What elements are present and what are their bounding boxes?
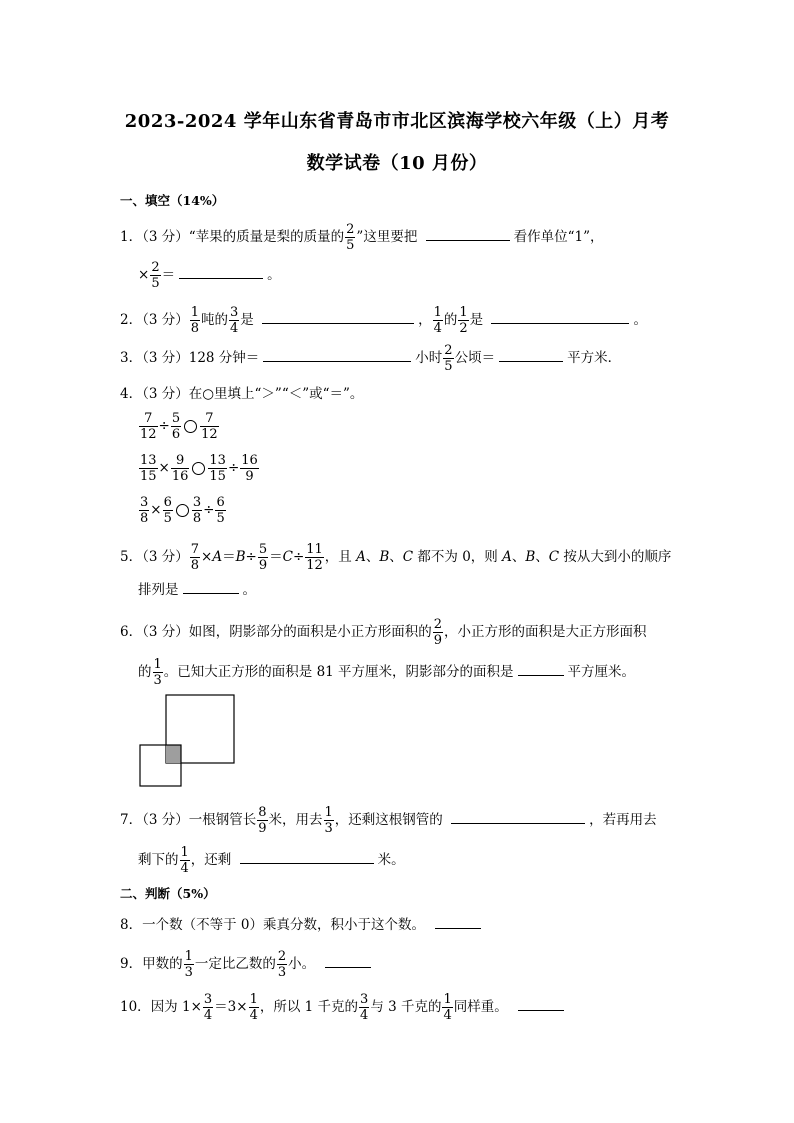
answer-blank[interactable] — [263, 347, 411, 362]
fraction: $\frac{6}{5}$ — [216, 495, 225, 526]
exam-title-line1: 2023-2024 学年山东省青岛市市北区滨海学校六年级（上）月考 — [124, 111, 670, 132]
q1-text: “苹果的质量是梨的质量的 — [188, 229, 345, 245]
var-c: C — [282, 549, 293, 565]
question-7: 7．（3 分）一根钢管长 $\frac{8}{9}$ 米，用去 $\frac{1}{3}$ ，还剩这根钢管的 ，若再用去 — [120, 805, 657, 836]
answer-blank[interactable] — [426, 226, 510, 241]
fraction: $\frac{3}{8}$ — [192, 495, 202, 526]
fraction: $\frac{7}{12}$ — [140, 411, 157, 442]
shaded-region — [166, 745, 181, 763]
fraction: $\frac{1}{3}$ — [153, 657, 162, 688]
answer-blank[interactable] — [325, 953, 371, 968]
fraction: $\frac{2}{9}$ — [433, 617, 443, 648]
question-9: 9．甲数的 $\frac{1}{3}$ 一定比乙数的 $\frac{2}{3}$ 小。 — [120, 949, 375, 980]
compare-circle[interactable] — [192, 462, 205, 475]
fraction: $\frac{1}{4}$ — [249, 992, 258, 1023]
fraction: $\frac{2}{5}$ — [346, 222, 355, 253]
answer-blank[interactable] — [499, 347, 563, 362]
answer-blank[interactable] — [491, 309, 629, 324]
answer-blank[interactable] — [262, 309, 414, 324]
compare-circle[interactable] — [176, 504, 189, 517]
section-judge-heading: 二、判断（5%） — [120, 886, 216, 901]
fraction: $\frac{6}{5}$ — [163, 495, 172, 526]
fraction: $\frac{1}{8}$ — [190, 305, 200, 336]
var-b: B — [235, 549, 246, 565]
fraction: $\frac{1}{2}$ — [459, 305, 468, 336]
question-7-line2: 剩下的 $\frac{1}{4}$ ，还剩 米。 — [138, 845, 405, 876]
squares-figure — [138, 693, 238, 788]
compare-row-2: $\frac{13}{15}$ × $\frac{9}{16}$ $\frac{13}{15}$ ÷ $\frac{16}{9}$ — [140, 453, 258, 484]
fraction: $\frac{3}{8}$ — [140, 495, 149, 526]
answer-blank[interactable] — [179, 264, 263, 279]
q1-number: 1．（3 分） — [120, 229, 189, 245]
fraction: $\frac{2}{3}$ — [277, 949, 287, 980]
fraction: $\frac{11}{12}$ — [306, 542, 323, 573]
fraction: $\frac{1}{4}$ — [443, 992, 452, 1023]
question-8: 8．一个数（不等于 0）乘真分数，积小于这个数。 — [120, 914, 485, 936]
fraction: $\frac{2}{5}$ — [151, 260, 160, 291]
compare-row-1: $\frac{7}{12}$ ÷ $\frac{5}{6}$ $\frac{7}{12}$ — [140, 411, 218, 442]
section-fill-in-heading: 一、填空（14%） — [120, 193, 225, 208]
fraction: $\frac{1}{4}$ — [180, 845, 189, 876]
question-5: 5．（3 分） $\frac{7}{8}$ ×A＝B÷ $\frac{5}{9}$ ＝C÷ $\frac{11}{12}$ ，且 A、B、C 都不为 0，则 A、B、C 按从大到小的顺序 — [120, 542, 672, 573]
fraction: $\frac{3}{4}$ — [360, 992, 369, 1023]
fraction: $\frac{16}{9}$ — [241, 453, 258, 484]
answer-blank[interactable] — [518, 661, 564, 676]
question-5-line2: 排列是 。 — [138, 579, 256, 601]
var-a: A — [212, 549, 223, 565]
fraction: $\frac{3}{4}$ — [203, 992, 213, 1023]
answer-blank[interactable] — [183, 579, 239, 594]
answer-blank[interactable] — [451, 809, 585, 824]
fraction: $\frac{9}{16}$ — [171, 453, 189, 484]
fraction: $\frac{13}{15}$ — [140, 453, 157, 484]
answer-blank[interactable] — [518, 996, 564, 1011]
question-4: 4．（3 分）在○里填上“＞”“＜”或“＝”。 — [120, 386, 364, 402]
question-6: 6．（3 分）如图，阴影部分的面积是小正方形面积的 $\frac{2}{9}$ ，小正方形的面积是大正方形面积 — [120, 617, 647, 648]
compare-row-3: $\frac{3}{8}$ × $\frac{6}{5}$ $\frac{3}{8}$ ÷ $\frac{6}{5}$ — [140, 495, 225, 526]
fraction: $\frac{1}{3}$ — [324, 805, 333, 836]
compare-circle[interactable] — [184, 420, 197, 433]
question-2: 2．（3 分） $\frac{1}{8}$ 吨的 $\frac{3}{4}$ 是 ， $\frac{1}{4}$ 的 $\frac{1}{2}$ 是 。 — [120, 305, 647, 336]
exam-title-line2: 数学试卷（10 月份） — [306, 153, 488, 174]
fraction: $\frac{2}{5}$ — [444, 343, 453, 374]
fraction: $\frac{5}{9}$ — [258, 542, 268, 573]
fraction: $\frac{13}{15}$ — [209, 453, 226, 484]
fraction: $\frac{3}{4}$ — [230, 305, 239, 336]
question-1: 1．（3 分）“苹果的质量是梨的质量的 $\frac{2}{5}$ ”这里要把 看作单位“1”， — [120, 222, 604, 253]
fraction: $\frac{8}{9}$ — [258, 805, 267, 836]
fraction: $\frac{1}{3}$ — [184, 949, 193, 980]
fraction: $\frac{5}{6}$ — [171, 411, 181, 442]
answer-blank[interactable] — [240, 849, 374, 864]
question-6-line2: 的 $\frac{1}{3}$ 。已知大正方形的面积是 81 平方厘米，阴影部分的面积是 平方厘米。 — [138, 657, 636, 688]
fraction: $\frac{7}{12}$ — [201, 411, 218, 442]
question-1-line2: × $\frac{2}{5}$ ＝ 。 — [138, 260, 281, 291]
answer-blank[interactable] — [435, 914, 481, 929]
question-3: 3．（3 分）128 分钟＝ 小时 $\frac{2}{5}$ 公顷＝ 平方米． — [120, 343, 622, 374]
fraction: $\frac{7}{8}$ — [190, 542, 200, 573]
question-10: 10．因为 1× $\frac{3}{4}$ ＝3× $\frac{1}{4}$ ，所以 1 千克的 $\frac{3}{4}$ 与 3 千克的 $\frac{1}{4}$ 同样重。 — [120, 992, 568, 1023]
fraction: $\frac{1}{4}$ — [433, 305, 442, 336]
